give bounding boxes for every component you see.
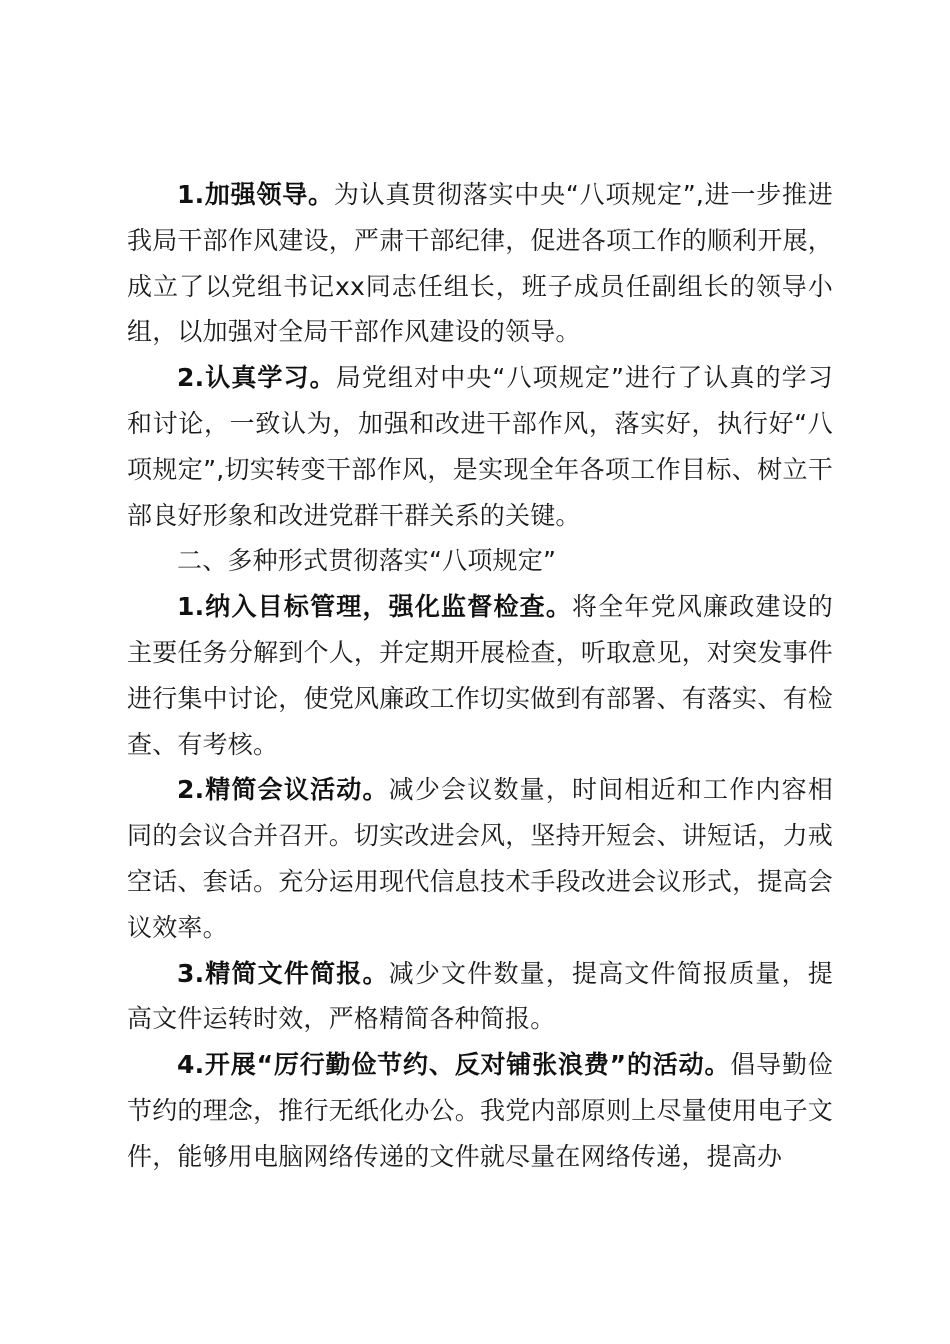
section-title: 二、多种形式贯彻落实“八项规定” bbox=[177, 546, 557, 576]
paragraph-streamline-meetings bbox=[127, 767, 833, 950]
paragraph-heading: 2.精简会议活动。 bbox=[177, 775, 389, 805]
document-page bbox=[127, 172, 833, 1180]
paragraph-body: 倡导勤俭节约的理念，推行无纸化办公。我党内部原则上尽量使用电子文件，能够用电脑网络传递的文件就尽量在网络传递，提高办 bbox=[127, 1050, 833, 1171]
paragraph-body: 为认真贯彻落实中央“八项规定”,进一步推进我局干部作风建设，严肃干部纪律，促进各项工作的顺利开展，成立了以党组书记xx同志任组长，班子成员任副组长的领导小组，以加强对全局干部作风建设的领导。 bbox=[127, 180, 833, 347]
paragraph-body: 减少会议数量，时间相近和工作内容相同的会议合并召开。切实改进会风，坚持开短会、讲短话，力戒空话、套话。充分运用现代信息技术手段改进会议形式，提高会议效率。 bbox=[127, 775, 833, 942]
paragraph-streamline-documents bbox=[127, 951, 833, 1043]
paragraph-target-management bbox=[127, 584, 833, 767]
paragraph-heading: 2.认真学习。 bbox=[177, 363, 336, 393]
paragraph-body: 将全年党风廉政建设的主要任务分解到个人，并定期开展检查，听取意见，对突发事件进行集中讨论，使党风廉政工作切实做到有部署、有落实、有检查、有考核。 bbox=[127, 592, 833, 759]
paragraph-heading: 1.加强领导。 bbox=[177, 180, 334, 209]
paragraph-strengthen-leadership bbox=[127, 172, 833, 355]
paragraph-heading: 3.精简文件简报。 bbox=[177, 958, 389, 988]
paragraph-earnest-study bbox=[127, 355, 833, 538]
paragraph-thrift-campaign bbox=[127, 1042, 833, 1179]
paragraph-body: 局党组对中央“八项规定”进行了认真的学习和讨论，一致认为，加强和改进干部作风，落实好，执行好“八项规定”,切实转变干部作风，是实现全年各项工作目标、树立干部良好形象和改进党群干群关系的关键。 bbox=[127, 363, 833, 530]
paragraph-heading: 1.纳入目标管理，强化监督检查。 bbox=[177, 592, 573, 622]
paragraph-body: 减少文件数量，提高文件简报质量，提高文件运转时效，严格精简各种简报。 bbox=[127, 958, 833, 1034]
paragraph-heading: 4.开展“厉行勤俭节约、反对铺张浪费”的活动。 bbox=[177, 1050, 731, 1080]
